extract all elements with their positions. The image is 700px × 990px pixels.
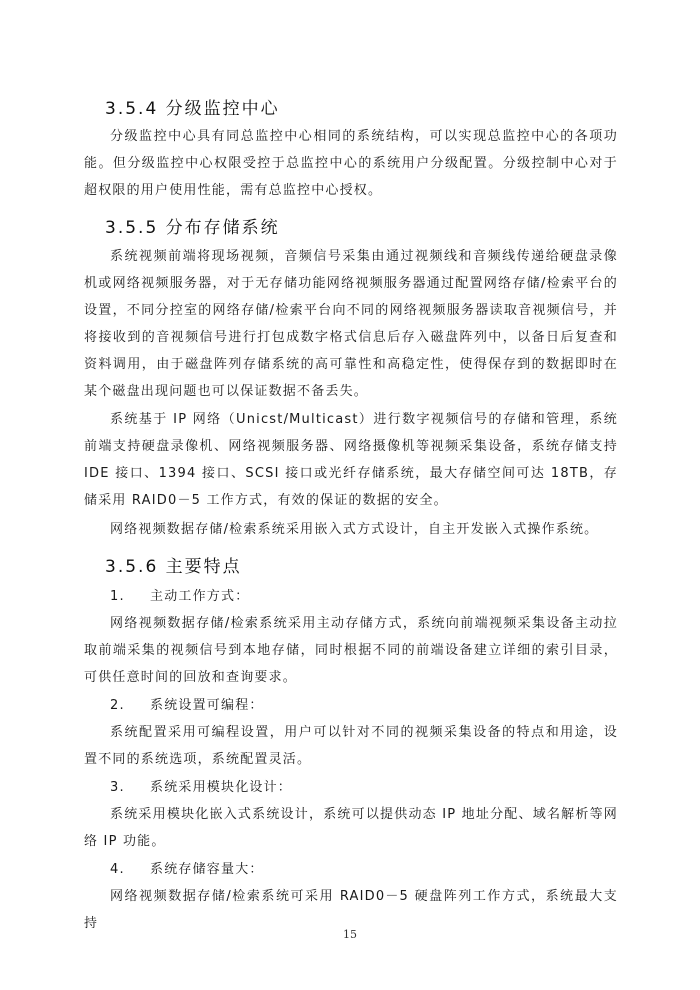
paragraph-active-storage: 网络视频数据存储/检索系统采用主动存储方式，系统向前端视频采集设备主动拉取前端采集的视频信号到本地存储，同时根据不同的前端设备建立详细的索引目录，可供任意时间的回放和查询要求。	[84, 616, 618, 685]
paragraph-storage-ip: 系统基于 IP 网络（Unicst/Multicast）进行数字视频信号的存储和管理，系统前端支持硬盘录像机、网络视频服务器、网络摄像机等视频采集设备，系统存储支持 IDE 接口、1394 接口、SCSI 接口或光纤存储系统，最大存储空间可达 18TB，存储采用 RAID0－5 工作方式，有效的保证的数据的安全。	[84, 412, 618, 508]
list-title: 系统设置可编程：	[150, 698, 264, 713]
page-number: 15	[343, 928, 357, 941]
paragraph-embedded-design: 网络视频数据存储/检索系统采用嵌入式方式设计，自主开发嵌入式操作系统。	[110, 522, 599, 537]
list-item-3	[110, 778, 292, 798]
paragraph-storage-frontend: 系统视频前端将现场视频，音频信号采集由通过视频线和音频线传递给硬盘录像机或网络视频服务器，对于无存储功能网络视频服务器通过配置网络存储/检索平台的设置，不同分控室的网络存储/检索平台向不同的网络视频服务器读取音视频信号，并将接收到的音视频信号进行打包成数字格式信息后存入磁盘阵列中，以备日后复查和资料调用，由于磁盘阵列存储系统的高可靠性和高稳定性，使得保存到的数据即时在某个磁盘出现问题也可以保证数据不备丢失。	[84, 249, 618, 399]
list-title: 主动工作方式：	[150, 589, 250, 604]
list-number: 4.	[110, 862, 125, 877]
list-item-4	[110, 860, 264, 880]
paragraph-large-capacity: 网络视频数据存储/检索系统可采用 RAID0－5 硬盘阵列工作方式，系统最大支持	[84, 889, 618, 931]
section-heading-3-5-4: 3.5.4 分级监控中心	[105, 99, 280, 119]
list-item-1	[110, 587, 249, 607]
list-title: 系统采用模块化设计：	[150, 780, 293, 795]
paragraph-modular-design: 系统采用模块化嵌入式系统设计，系统可以提供动态 IP 地址分配、域名解析等网络 IP 功能。	[84, 807, 618, 849]
paragraph-programmable-config: 系统配置采用可编程设置，用户可以针对不同的视频采集设备的特点和用途，设置不同的系统选项，系统配置灵活。	[84, 725, 618, 767]
list-number: 1.	[110, 589, 125, 604]
list-item-2	[110, 696, 264, 716]
list-title: 系统存储容量大：	[150, 862, 264, 877]
list-number: 2.	[110, 698, 125, 713]
paragraph-graded-center: 分级监控中心具有同总监控中心相同的系统结构，可以实现总监控中心的各项功能。但分级监控中心权限受控于总监控中心的系统用户分级配置。分级控制中心对于超权限的用户使用性能，需有总监控中心授权。	[84, 129, 618, 198]
section-heading-3-5-6: 3.5.6 主要特点	[105, 557, 242, 577]
list-number: 3.	[110, 780, 125, 795]
section-heading-3-5-5: 3.5.5 分布存储系统	[105, 218, 280, 238]
